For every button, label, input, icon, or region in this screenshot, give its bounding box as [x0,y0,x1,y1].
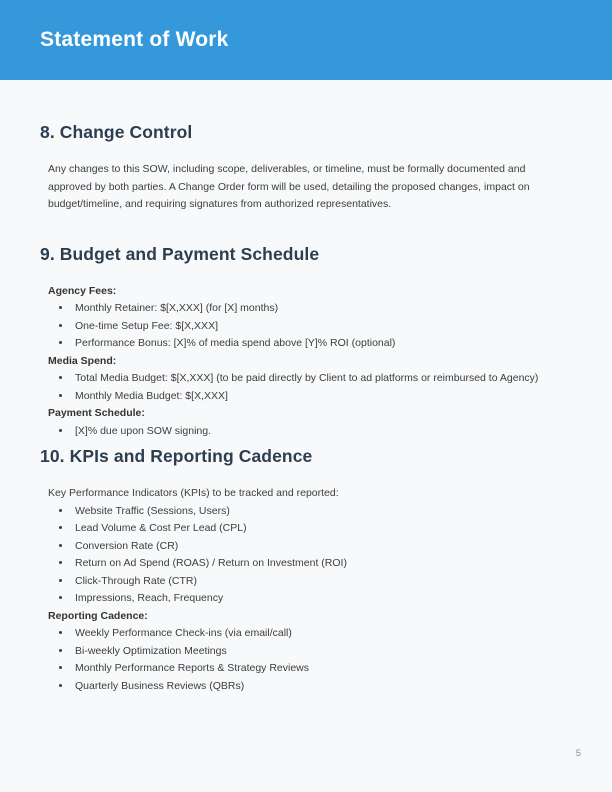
bullet-list [48,370,565,405]
group-label: Payment Schedule: [48,407,145,419]
bullet-item: • [X]% due upon SOW signing. [72,423,565,441]
section-paragraph: Any changes to this SOW, including scope, deliverables, or timeline, must be formally documented and approved by both parties. A Change Order form will be used, detailing the proposed changes, impact on budget/timeline, and requiring signatures from authorized representatives. [48,163,530,210]
bullet-item: • Weekly Performance Check-ins (via email/call) [72,625,565,643]
section-body [48,283,565,441]
document-header [0,0,612,80]
bullet-item: • Website Traffic (Sessions, Users) [72,503,565,521]
bullet-item: • Monthly Media Budget: $[X,XXX] [72,388,565,406]
section-heading: 9. Budget and Payment Schedule [40,243,320,264]
section-intro: Key Performance Indicators (KPIs) to be tracked and reported: [48,487,339,499]
bullet-item: • Click-Through Rate (CTR) [72,573,565,591]
section-heading: 10. KPIs and Reporting Cadence [40,446,313,466]
section-body [48,161,565,214]
group-label: Agency Fees: [48,284,117,297]
bullet-list [48,300,565,353]
document-title: Statement of Work [40,28,229,51]
bullet-item: • Monthly Retainer: $[X,XXX] (for [X] months) [72,300,565,318]
bullet-item: • Quarterly Business Reviews (QBRs) [72,678,565,696]
bullet-list [48,423,565,441]
bullet-list [48,625,565,695]
bullet-item: • One-time Setup Fee: $[X,XXX] [72,318,565,336]
bullet-item: • Monthly Performance Reports & Strategy Reviews [72,660,565,678]
bullet-item: • Return on Ad Spend (ROAS) / Return on Investment (ROI) [72,555,565,573]
page-number: 5 [575,748,581,759]
section-heading: 8. Change Control [40,122,193,142]
section-body [48,485,565,695]
document-content [0,122,612,695]
group-label: Reporting Cadence: [48,609,148,622]
bullet-item: • Conversion Rate (CR) [72,538,565,556]
bullet-item: • Impressions, Reach, Frequency [72,590,565,608]
bullet-list [48,503,565,608]
bullet-item: • Lead Volume & Cost Per Lead (CPL) [72,520,565,538]
bullet-item: • Bi-weekly Optimization Meetings [72,643,565,661]
bullet-item: • Total Media Budget: $[X,XXX] (to be paid directly by Client to ad platforms or reimbursed to Agency) [72,370,565,388]
group-label: Media Spend: [48,354,117,367]
bullet-item: • Performance Bonus: [X]% of media spend above [Y]% ROI (optional) [72,335,565,353]
